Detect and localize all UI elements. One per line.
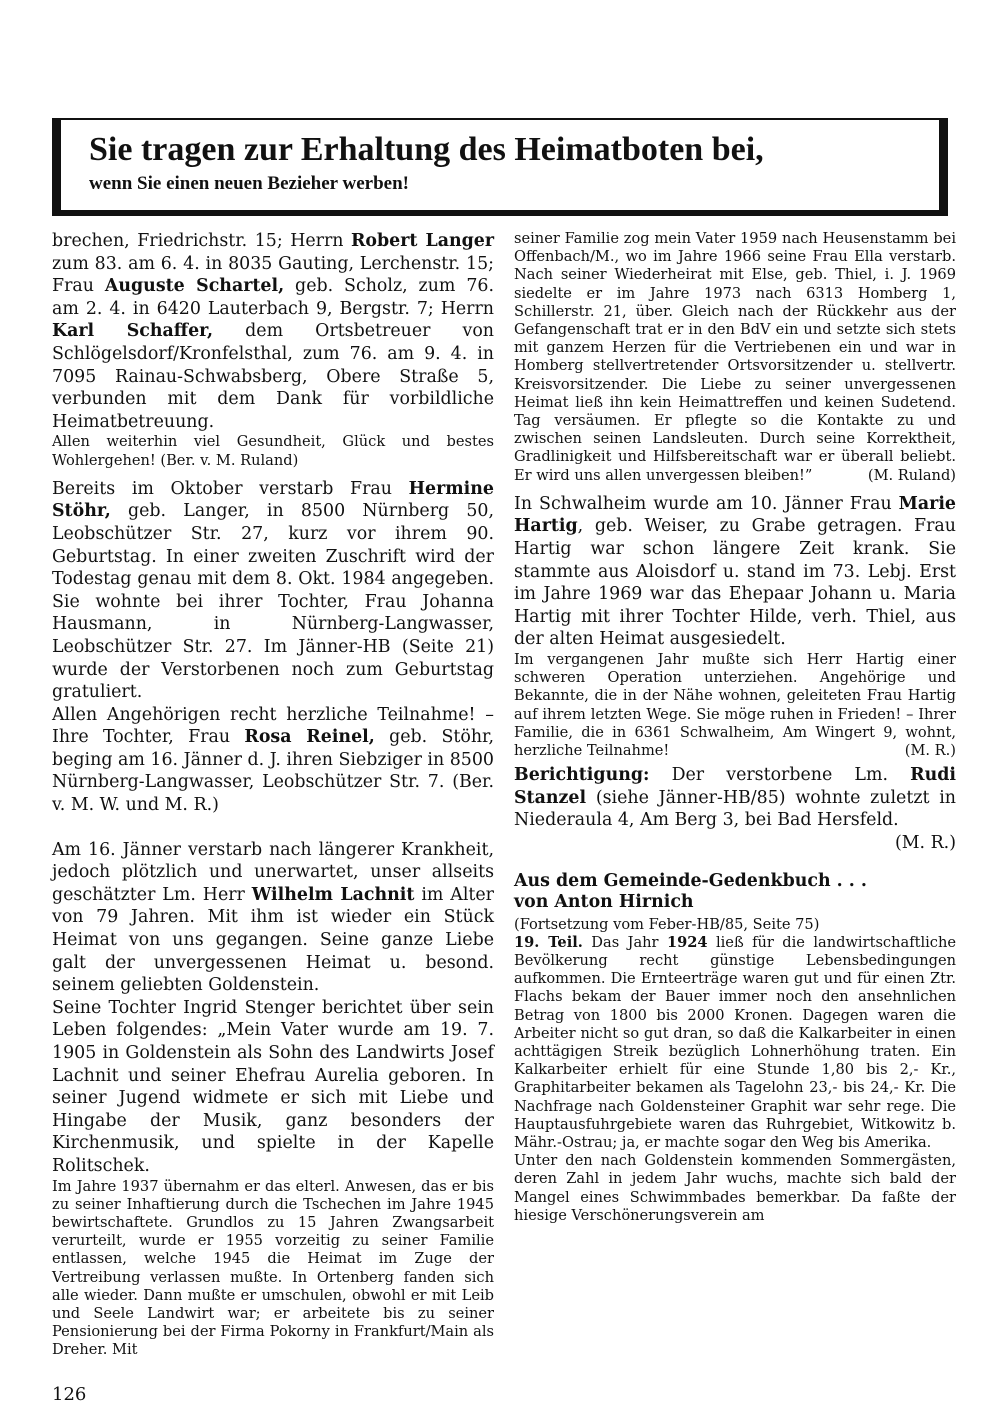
right-column: [514, 230, 956, 1225]
paragraph: [52, 704, 494, 817]
page-number: 126: [52, 1383, 87, 1405]
person-name: Rosa Reinel,: [244, 727, 375, 748]
paragraph: [52, 478, 494, 704]
person-name: Hermine Stöhr,: [52, 478, 494, 522]
left-column: [52, 230, 494, 1406]
paragraph-text: brechen, Friedrichstr. 15; Herrn: [52, 231, 351, 251]
paragraph-text: dem Ortsbetreuer von Schlögelsdorf/Kronfelsthal, zum 76. am 9. 4. in 7095 Rainau-Schwabsberg, Obere Straße 5, verbunden mit dem Dank für vorbildliche Heimatbetreuung.: [52, 321, 494, 432]
subscription-appeal-banner: [52, 118, 948, 216]
person-name: Karl Schaffer,: [52, 321, 214, 342]
banner-subtitle: wenn Sie einen neuen Bezieher werben!: [89, 173, 409, 194]
part-label: 19. Teil.: [514, 933, 583, 951]
heading-author: von Anton Hirnich: [514, 891, 694, 912]
paragraph: [52, 1178, 494, 1360]
paragraph-text: geb. Langer, in 8500 Nürnberg 50, Leobschützer Str. 27, kurz vor ihrem 90. Geburtstag. In einer zweiten Zuschrift wird der Todestag genau mit dem 8. Okt. 1984 angegeben. Sie wohnte bei ihrer Tochter, Frau Johanna Hausmann, in Nürnberg-Langwasser, Leobschützer Str. 27. Im Jänner-HB (Seite 21) wurde der Verstorbenen noch zum Geburtstag gratuliert.: [52, 501, 494, 703]
paragraph-text: seiner Familie zog mein Vater 1959 nach Heusenstamm bei Offenbach/M., wo im Jahre 1966 seine Frau Ella verstarb. Nach seiner Wiederheirat mit Else, geb. Thiel, i. J. 1969 siedelte er im Jahre 1973 nach 6313 Homberg 1, Schillerstr. 21, über. Gleich nach der Rückkehr aus der Gefangenschaft trat er in den BdV ein und setzte sich stets mit ganzem Herzen für die Vertriebenen ein und war in Homberg stellvertretender Ortsvorsitzender u. stellvertr. Kreisvorsitzender. Die Liebe zu seiner unvergessenen Heimat ließ ihn kein Heimattreffen und keinen Sudetend. Tag versäumen. Er pflegte so die Kontakte zu und zwischen seinen Landsleuten. Durch seine Korrektheit, Gradlinigkeit und Hilfsbereitschaft war er überall beliebt. Er wird uns allen unvergessen bleiben!”: [514, 230, 956, 484]
credit: (M. R.): [894, 833, 956, 853]
paragraph-text: ließ für die landwirtschaftliche Bevölkerung recht günstige Lebensbedingungen aufkommen. Die Ernteerträge waren gut und für einen Ztr. Flachs bekam der Bauer immer noch den ansehnlichen Betrag von 1800 bis 2000 Kronen. Dagegen waren die Arbeiter nicht so gut dran, so daß die Kalkarbeiter in einen achttägigen Streik bezüglich Lohnerhöhung traten. Ein Kalkarbeiter erhielt für eine Stunde 1,80 bis 2,- Kr., Graphitarbeiter bekamen als Tagelohn 23,- bis 24,- Kr. Die Nachfrage nach Goldensteiner Graphit war sehr rege. Die Hauptausfuhrgebiete waren das Ruhrgebiet, Witkowitz b. Mähr.-Ostrau; ja, er machte sogar den Weg bis Amerika.: [514, 933, 957, 1152]
chronicle-paragraph: Unter den nach Goldenstein kommenden Sommergästen, deren Zahl in jedem Jahr wuchs, machte sich bald der Mangel eines Schwimmbades bemerkbar. Da faßte der hiesige Verschönerungsverein am: [514, 1152, 956, 1224]
paragraph-text: Das Jahr: [582, 933, 667, 951]
paragraph-text: Im Jahre 1937 übernahm er das elterl. Anwesen, das er bis zu seiner Inhaftierung durch die Tschechen im Jahre 1945 bewirtschaftete. Grundlos zu 15 Jahren Zwangsarbeit verurteilt, wurde er 1955 vorzeitig zu seiner Familie entlassen, welche 1945 die Heimat im Zuge der Vertreibung verlassen mußte. In Ortenberg fanden sich alle wieder. Dann mußte er umschulen, obwohl er mit Leib und Seele Landwirt war; er arbeitete bis zu seiner Pensionierung bei der Firma Pokorny in Frankfurt/Main als Dreher. Mit: [52, 1177, 494, 1359]
paragraph-text: (siehe Jänner-HB/85) wohnte zuletzt in Niederaula 4, Am Berg 3, bei Bad Hersfeld.: [514, 787, 956, 831]
credit: (M. R.): [904, 742, 956, 760]
paragraph-text: Am 16. Jänner verstarb nach längerer Krankheit, jedoch plötzlich und unerwartet, unser allseits geschätzter Lm. Herr: [52, 839, 494, 905]
paragraph-text: Allen Angehörigen recht herzliche Teilnahme! – Ihre Tochter, Frau: [52, 704, 494, 748]
paragraph-text: Im vergangenen Jahr mußte sich Herr Hartig einer schweren Operation unterziehen. Angehörige und Bekannte, die in der Nähe wohnen, geleiteten Frau Hartig auf ihrem letzten Wege. Sie möge ruhen in Frieden! – Ihrer Familie, die in 6361 Schwalheim, Am Wingert 9, wohnt, herzliche Teilnahme!: [514, 651, 956, 760]
paragraph: [52, 839, 494, 997]
paragraph-text: Bereits im Oktober verstarb Frau: [52, 478, 409, 499]
paragraph-text: im Alter von 79 Jahren. Mit ihm ist wieder ein Stück Heimat von uns gegangen. Seine ganze Liebe galt der unvergessenen Heimat u. besond. seinem geliebten Goldenstein.: [52, 884, 494, 996]
paragraph-text: zum 83. am 6. 4. in 8035 Gauting, Lerchenstr. 15; Frau: [52, 253, 494, 297]
paragraph-text: geb. Scholz, zum 76. am 2. 4. in 6420 Lauterbach 9, Bergstr. 7; Herrn: [52, 276, 494, 319]
paragraph-text: Der verstorbene Lm.: [649, 765, 911, 786]
paragraph-text: geb. Stöhr, beging am 16. Jänner d. J. ihren Siebziger in 8500 Nürnberg-Langwasser, Leobschützer Str. 7. (Ber. v. M. W. und M. R.): [52, 727, 494, 816]
hartig-obituary: [514, 493, 956, 651]
heading-line: Aus dem Gemeinde-Gedenkbuch . . .: [514, 870, 867, 891]
banner-title: Sie tragen zur Erhaltung des Heimatboten bei,: [89, 131, 764, 168]
person-name: Rudi Stanzel: [514, 765, 956, 808]
lachnit-biography-continued: [514, 230, 956, 485]
paragraph: [52, 997, 494, 1178]
continuation-note: (Fortsetzung vom Feber-HB/85, Seite 75): [514, 915, 820, 933]
correction-notice: [514, 764, 956, 832]
hartig-obituary-note: [514, 651, 956, 760]
section-heading: [514, 871, 956, 913]
correction-label: Berichtigung:: [514, 765, 650, 786]
paragraph-text: , geb. Weiser, zu Grabe getragen. Frau Hartig war schon längere Zeit krank. Sie stammte aus Aloisdorf u. stand im 73. Lebj. Erst im Jahre 1969 war das Ehepaar Johann u. Maria Hartig mit ihrer Tochter Hilde, verh. Thiel, aus der alten Heimat ausgesiedelt.: [514, 516, 956, 650]
chronicle-paragraph: [514, 934, 956, 1152]
person-name: Auguste Schartel,: [104, 276, 285, 297]
year: 1924: [666, 933, 708, 951]
person-name: Wilhelm Lachnit: [251, 884, 415, 905]
paragraph: [52, 433, 494, 469]
paragraph: [52, 230, 494, 433]
paragraph-text: Allen weiterhin viel Gesundheit, Glück und bestes Wohlergehen! (Ber. v. M. Ruland): [52, 433, 494, 469]
paragraph-text: Seine Tochter Ingrid Stenger berichtet über sein Leben folgendes: „Mein Vater wurde am 19. 7. 1905 in Goldenstein als Sohn des Landwirts Josef Lachnit und seiner Ehefrau Aurelia geboren. In seiner Jugend widmete er sich mit Liebe und Hingabe der Musik, ganz besonders der Kirchenmusik, und spielte in der Kapelle Rolitschek.: [52, 997, 494, 1176]
paragraph-text: In Schwalheim wurde am 10. Jänner Frau: [514, 493, 899, 514]
person-name: Robert Langer: [350, 231, 494, 251]
credit: (M. Ruland): [867, 466, 956, 484]
person-name: Marie Hartig: [514, 493, 956, 537]
left-column-text: [52, 230, 494, 1360]
